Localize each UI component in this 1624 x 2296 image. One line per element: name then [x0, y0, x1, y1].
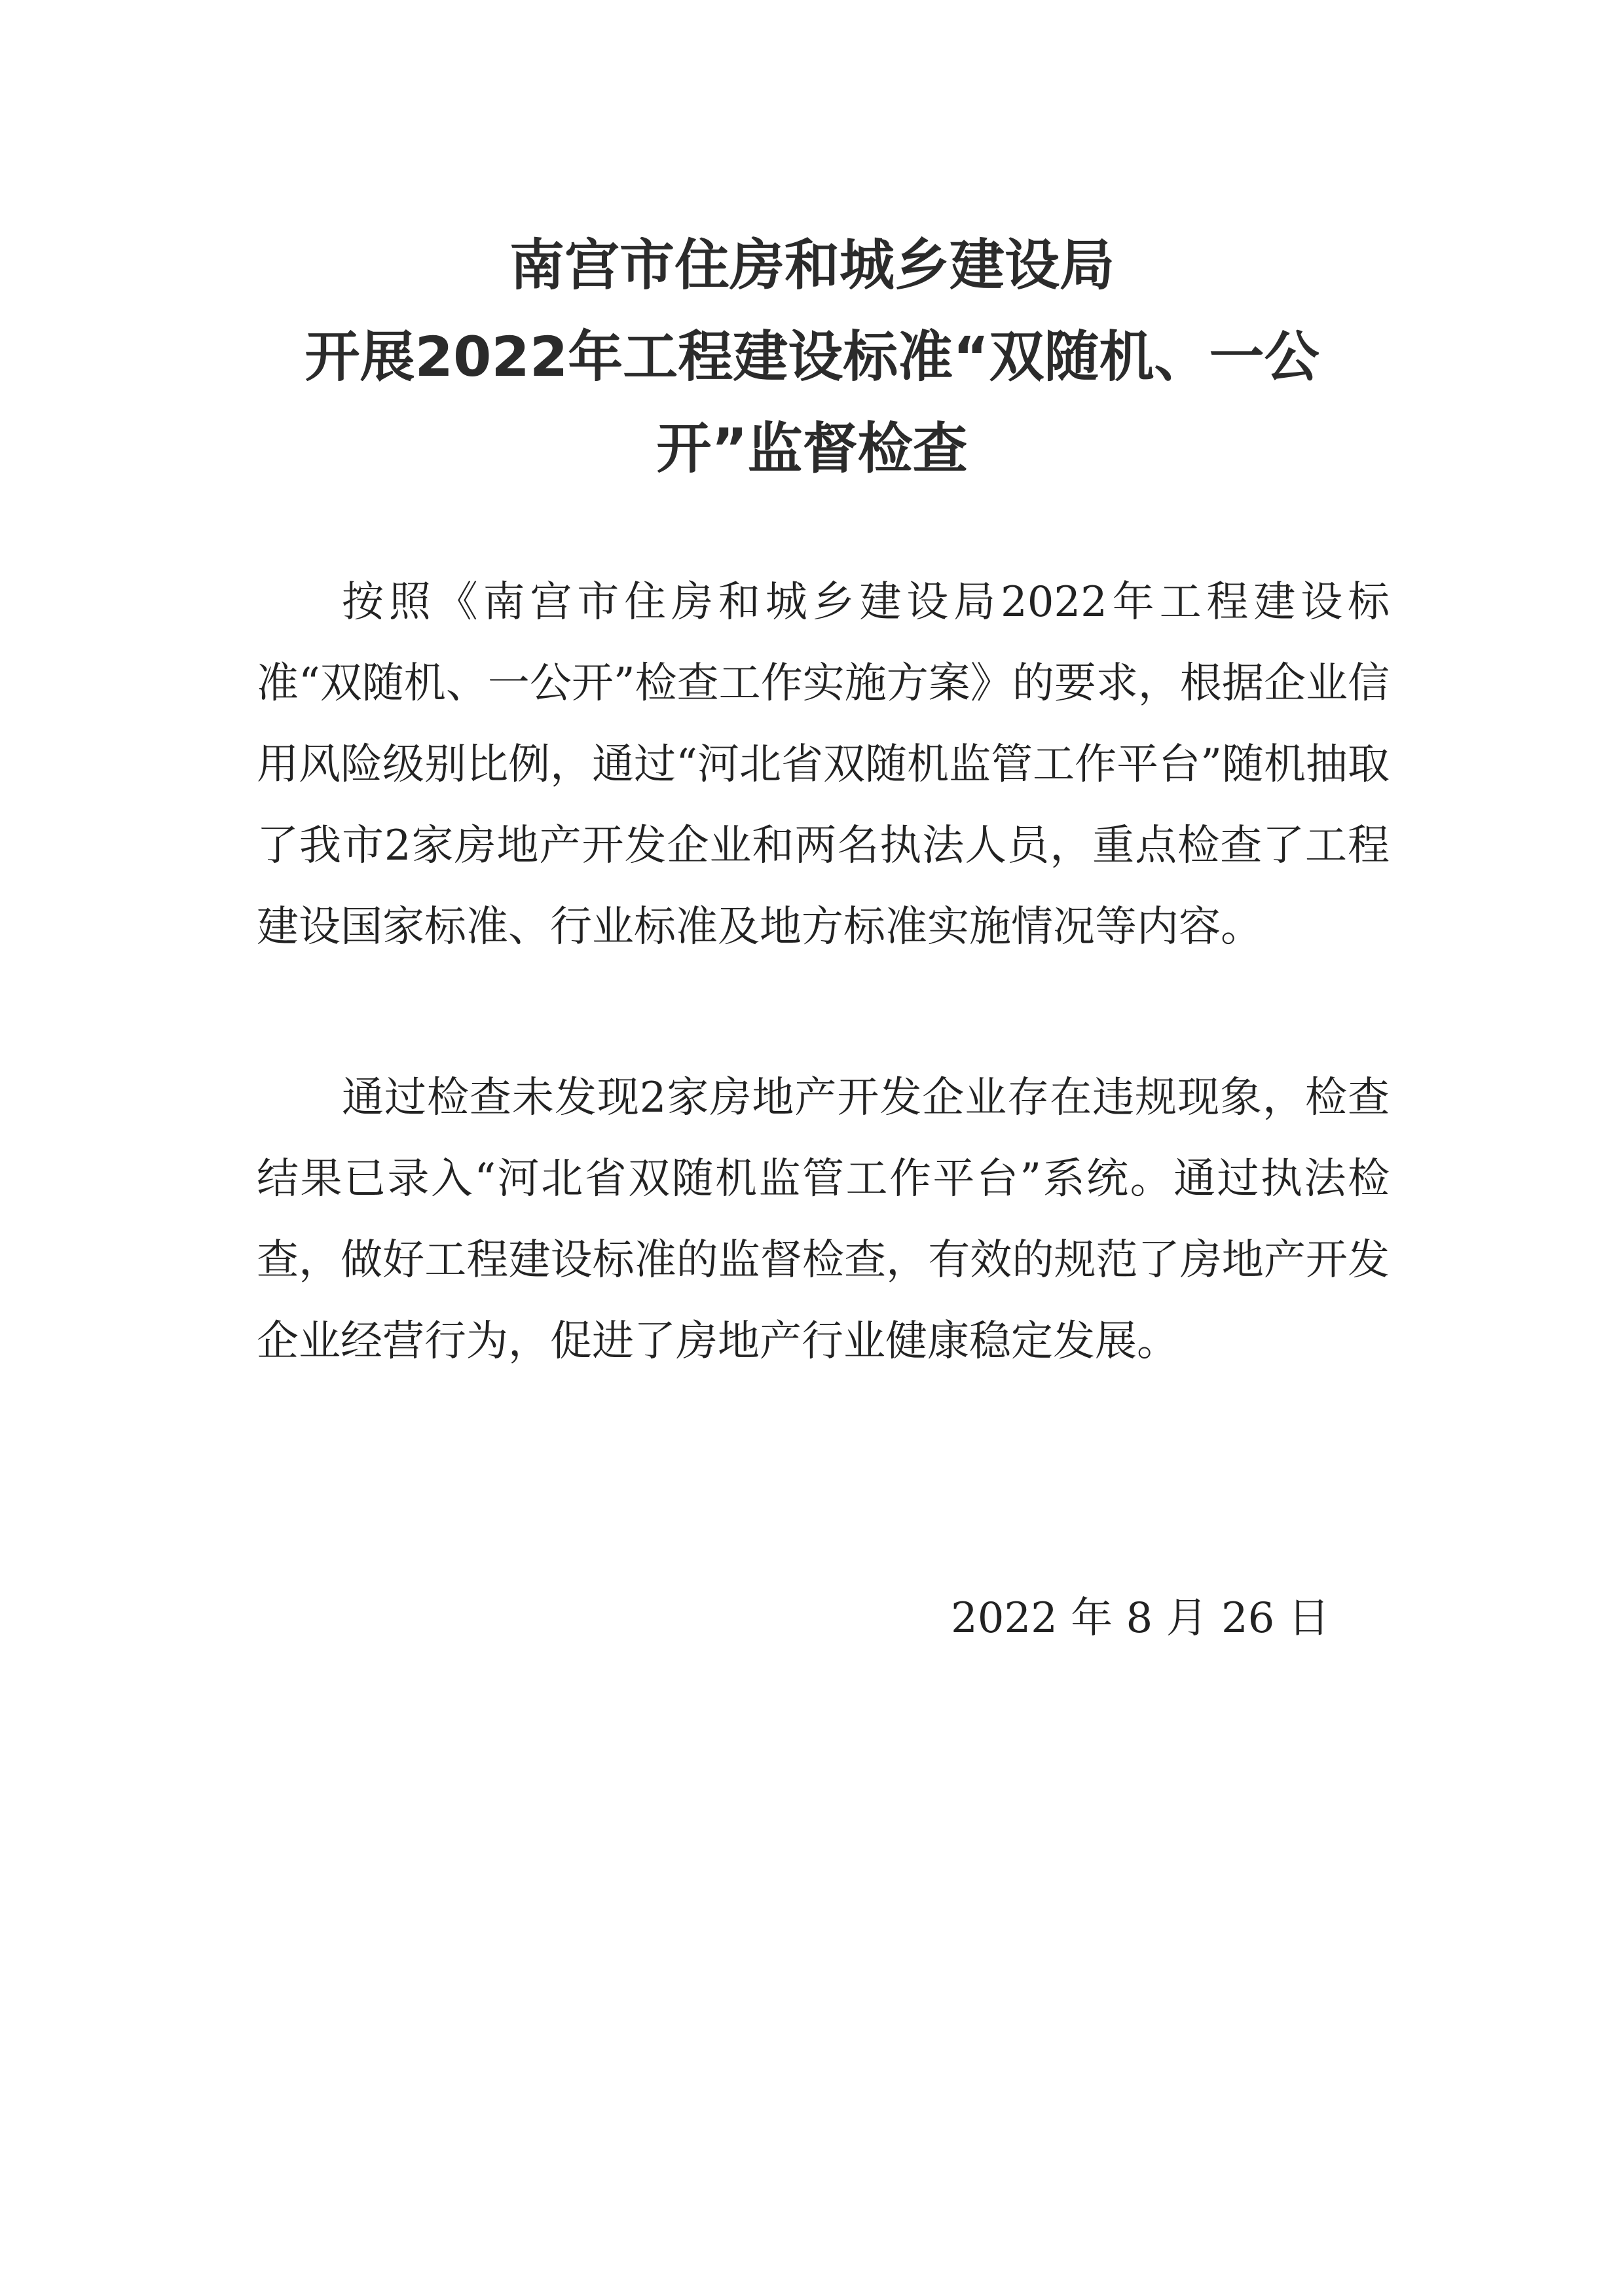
document-title-line-1: 南宫市住房和城乡建设局 — [509, 233, 1115, 297]
document-date: 2022 年 8 月 26 日 — [951, 1594, 1330, 1643]
body-paragraph-2: 通过检查未发现2家房地产开发企业存在违规现象，检查结果已录入“河北省双随机监管工作平台”系统。通过执法检查，做好工程建设标准的监督检查，有效的规范了房地产开发企业经营行为，促进了房地产行业健康稳定发展。 — [257, 1074, 1390, 1366]
body-paragraph-1: 按照《南宫市住房和城乡建设局2022年工程建设标准“双随机、一公开”检查工作实施方案》的要求，根据企业信用风险级别比例，通过“河北省双随机监管工作平台”随机抽取了我市2家房地产开发企业和两名执法人员，重点检查了工程建设国家标准、行业标准及地方标准实施情况等内容。 — [257, 578, 1390, 951]
document-title-line-2: 开展2022年工程建设标准“双随机、一公 — [304, 325, 1320, 389]
document-title-line-3: 开”监督检查 — [656, 416, 968, 481]
